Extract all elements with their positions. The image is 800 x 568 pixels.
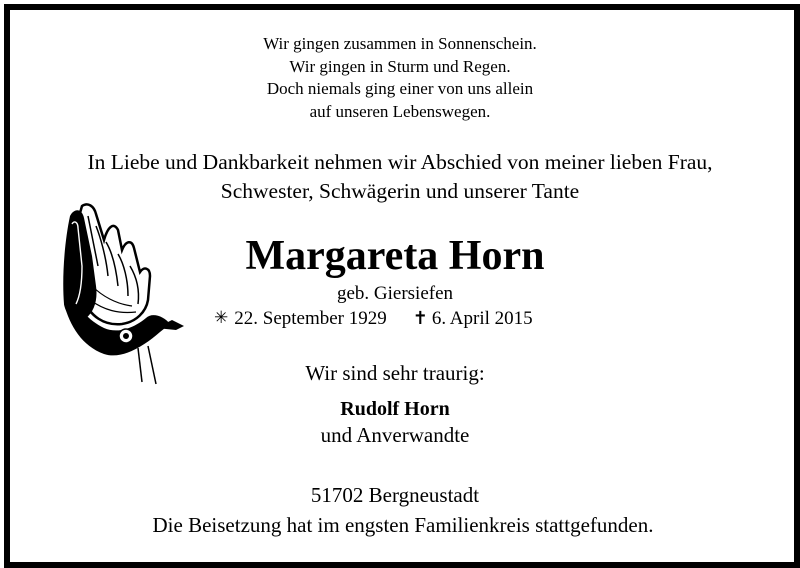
location: 51702 Bergneustadt — [310, 483, 480, 507]
death-cross-icon: ✝ — [412, 308, 428, 329]
maiden-name: geb. Giersiefen — [336, 283, 454, 304]
poem-line: Doch niemals ging einer von uns allein — [266, 79, 534, 98]
death-date: 6. April 2015 — [431, 308, 533, 329]
deceased-name: Margareta Horn — [245, 233, 545, 279]
mourner-name: Rudolf Horn — [340, 398, 450, 420]
mourning-statement: Wir sind sehr traurig: — [305, 361, 485, 385]
poem — [0, 33, 800, 123]
birth-date: 22. September 1929 — [234, 308, 387, 329]
poem-line: Wir gingen zusammen in Sonnenschein. — [263, 34, 537, 53]
poem-line: Wir gingen in Sturm und Regen. — [289, 56, 511, 76]
birth-star-icon: ✳ — [214, 308, 229, 328]
intro-line: In Liebe und Dankbarkeit nehmen wir Abschied von meiner lieben Frau, — [87, 150, 713, 174]
burial-note: Die Beisetzung hat im engsten Familienkreis stattgefunden. — [152, 513, 654, 537]
relatives-text: und Anverwandte — [320, 423, 470, 447]
life-dates — [214, 305, 533, 332]
intro-line: Schwester, Schwägerin und unserer Tante — [220, 179, 580, 203]
poem-line: auf unseren Lebenswegen. — [309, 101, 491, 121]
